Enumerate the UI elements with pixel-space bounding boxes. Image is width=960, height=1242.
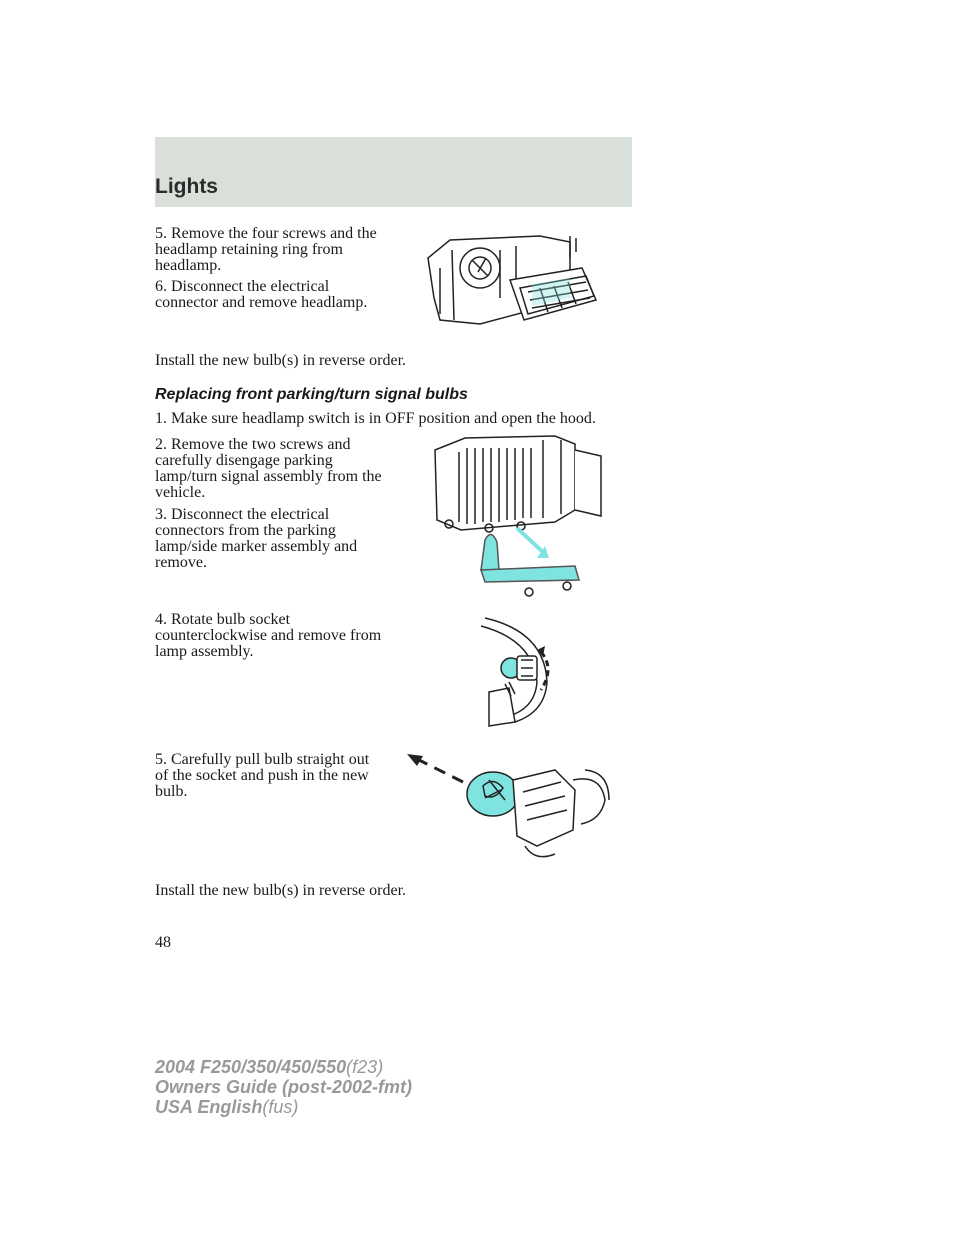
step-1-headlamp-switch: 1. Make sure headlamp switch is in OFF position and open the hood. — [155, 410, 596, 427]
step-3-disconnect-connectors: 3. Disconnect the electrical connectors from the parking lamp/side marker assembly and remove. — [155, 506, 358, 571]
step-6-disconnect-connector: 6. Disconnect the electrical connector and remove headlamp. — [155, 278, 368, 311]
bulb-pull-out-illustration — [405, 750, 615, 865]
footer-model: 2004 F250/350/450/550 — [155, 1057, 347, 1077]
step-2-remove-screws: 2. Remove the two screws and carefully disengage parking lamp/turn signal assembly from the vehicle. — [155, 436, 382, 501]
section-title: Lights — [155, 175, 218, 198]
install-reverse-order-2: Install the new bulb(s) in reverse order. — [155, 882, 407, 899]
parking-lamp-assembly-illustration — [425, 430, 605, 600]
install-reverse-order-1: Install the new bulb(s) in reverse order. — [155, 352, 407, 369]
footer-language-code: (fus) — [262, 1097, 299, 1117]
bulb-socket-rotation-illustration — [475, 612, 575, 727]
footer-language: USA English — [155, 1097, 263, 1117]
header-band — [155, 137, 632, 207]
footer-model-code: (f23) — [346, 1057, 384, 1077]
footer — [155, 1057, 412, 1117]
page-number: 48 — [155, 934, 171, 951]
footer-guide: Owners Guide (post-2002-fmt) — [155, 1077, 413, 1097]
subheading-front-parking-turn: Replacing front parking/turn signal bulbs — [155, 386, 468, 403]
step-5-remove-screws: 5. Remove the four screws and the headlamp retaining ring from headlamp. — [155, 225, 377, 274]
step-4-rotate-socket: 4. Rotate bulb socket counterclockwise and remove from lamp assembly. — [155, 611, 382, 660]
step-5-pull-bulb: 5. Carefully pull bulb straight out of the socket and push in the new bulb. — [155, 751, 370, 800]
headlamp-assembly-illustration — [420, 228, 610, 338]
